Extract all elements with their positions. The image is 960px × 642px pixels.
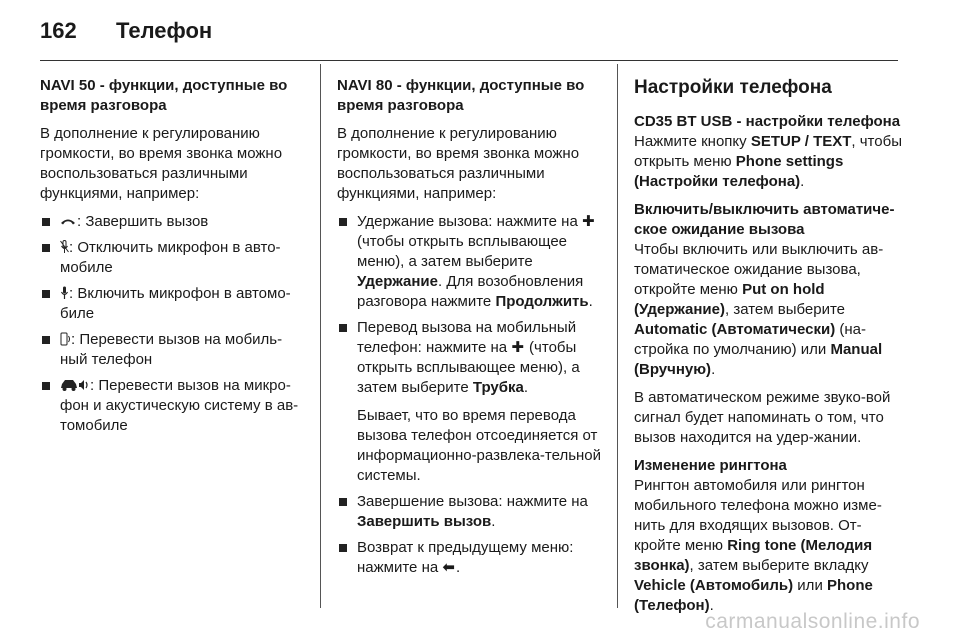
paragraph: Рингтон автомобиля или рингтон мобильного телефона можно изме-нить для входящих вызовов. От-кройте меню Ring tone (Мелодия звонка), затем выберите вкладку Vehicle (Автомобиль) или Phone (Телефон).	[634, 477, 882, 614]
hang-up-icon	[60, 217, 76, 225]
navi50-intro: В дополнение к регулированию громкости, во время звонка можно воспользоваться различными функциями, например:	[40, 125, 283, 202]
paragraph: Чтобы включить или выключить ав-томатическое ожидание вызова, откройте меню Put on hold (Удержание), затем выберите Automatic (Автоматически) (на-стройка по умолчанию) или Manual (Вручную).	[634, 241, 884, 378]
handset-transfer-icon	[60, 332, 71, 346]
watermark: carmanualsonline.info	[705, 610, 920, 633]
column-navi50	[40, 76, 308, 442]
plus-icon: ✚	[511, 339, 524, 356]
navi80-intro: В дополнение к регулированию громкости, во время звонка можно воспользоваться различными функциями, например:	[337, 125, 580, 202]
list-item: Завершение вызова: нажмите на Завершить вызов.	[337, 492, 605, 532]
list-item: : Отключить микрофон в авто-мобиле	[40, 238, 308, 278]
page-header	[40, 18, 212, 48]
header-rule	[40, 60, 898, 61]
subheading-auto-hold: Включить/выключить автоматиче-ское ожидание вызова	[634, 201, 895, 238]
column-divider-2	[617, 64, 618, 608]
column-navi80	[337, 76, 605, 584]
paragraph: Нажмите кнопку SETUP / TEXT, чтобы открыть меню Phone settings (Настройки телефона).	[634, 133, 902, 190]
column-divider-1	[320, 64, 321, 608]
subheading-ringtone: Изменение рингтона	[634, 457, 787, 474]
subheading-cd35: CD35 BT USB - настройки телефона	[634, 113, 901, 130]
navi50-heading: NAVI 50 - функции, доступные во время разговора	[40, 77, 288, 114]
car-speaker-icon	[60, 378, 90, 392]
mic-on-icon	[60, 286, 69, 300]
page-number: 162	[40, 18, 77, 43]
list-item: Возврат к предыдущему меню: нажмите на ⬅.	[337, 538, 605, 578]
navi50-list	[40, 212, 308, 436]
mic-off-icon	[60, 240, 69, 254]
page-title: Телефон	[116, 18, 213, 43]
plus-icon: ✚	[581, 213, 595, 230]
section-title: Настройки телефона	[634, 77, 832, 98]
list-item: Перевод вызова на мобильный телефон: нажмите на ✚ (чтобы открыть всплывающее меню), а затем выберите Трубка. Бывает, что во время перевода вызова телефон отсоединяется от информационно-развлека-тельной системы.	[337, 318, 605, 486]
transfer-note: Бывает, что во время перевода вызова телефон отсоединяется от информационно-развлека-тельной системы.	[357, 407, 602, 484]
list-item: : Включить микрофон в автомо-биле	[40, 284, 308, 324]
list-item: : Перевести вызов на микро-фон и акустическую систему в ав-томобиле	[40, 376, 308, 436]
back-arrow-icon: ⬅	[442, 559, 455, 576]
column-phone-settings	[634, 76, 902, 624]
navi80-heading: NAVI 80 - функции, доступные во время разговора	[337, 77, 585, 114]
paragraph: В автоматическом режиме звуко-вой сигнал будет напоминать о том, что вызов находится на удер-жании.	[634, 389, 891, 446]
list-item: Удержание вызова: нажмите на ✚ (чтобы открыть всплывающее меню), а затем выберите Удержание. Для возобновления разговора нажмите Продолжить.	[337, 212, 605, 312]
list-item: : Перевести вызов на мобиль-ный телефон	[40, 330, 308, 370]
navi80-list	[337, 212, 605, 578]
list-item: : Завершить вызов	[40, 212, 308, 232]
